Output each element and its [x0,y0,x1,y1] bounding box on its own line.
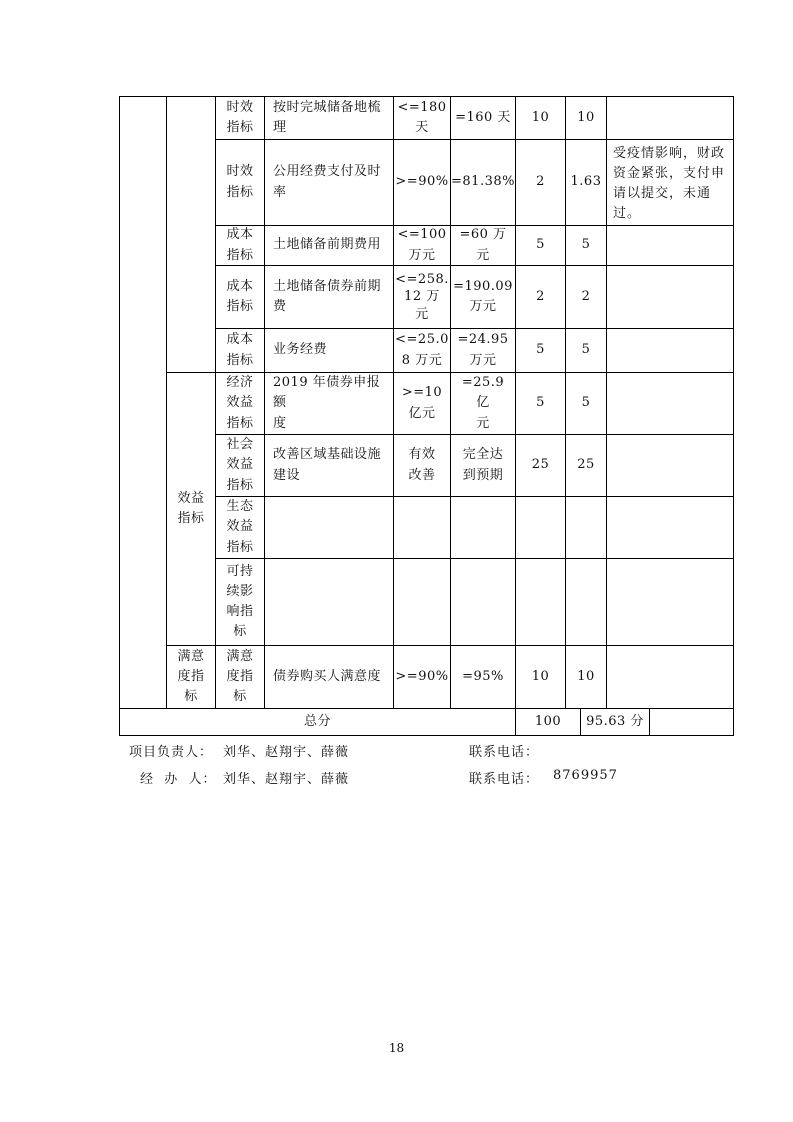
actual-cell: 完全达 到预期 [462,447,504,483]
sub-indicator-cell: 满意 度指 标 [226,648,254,705]
score-cell: 5 [581,237,591,253]
actual-cell: =81.38% [451,174,515,190]
column-divider [119,96,120,736]
sub-indicator-cell: 成本 指标 [226,227,254,263]
note-cell [607,435,733,496]
indicator-name-cell [265,497,393,558]
target-cell: >=90% [395,668,449,684]
column-divider [649,709,650,736]
indicator-name-cell: 按时完城储备地梳 理 [273,99,382,135]
sub-indicator-cell: 经济 效益 指标 [226,375,254,431]
indicator-name-cell: 公用经费支付及时 率 [273,164,382,200]
leader-label: 项目负责人： [129,745,214,760]
indicator-name-cell: 债券购买人满意度 [273,668,382,684]
sub-indicator-cell: 成本 指标 [226,278,254,314]
note-cell [607,226,733,265]
score-cell: 2 [581,288,591,304]
indicator-name-cell: 土地储备债券前期 费 [273,278,382,314]
weight-cell [516,497,565,558]
target-cell: <=180 天 [397,99,447,135]
weight-cell: 2 [536,288,545,304]
weight-cell: 2 [536,174,545,190]
actual-cell: =95% [462,668,504,684]
score-cell: 1.63 [570,174,602,190]
weight-cell: 5 [536,395,545,411]
handler-names: 刘华、赵翔宇、薛薇 [223,772,350,787]
actual-cell: =60 万 元 [459,227,507,263]
note-cell [607,329,733,372]
table-border-right [733,96,734,736]
sub-indicator-cell: 社会 效益 指标 [226,437,254,493]
note-cell [607,266,733,328]
total-label: 总分 [303,713,331,729]
indicator-name-cell: 改善区域基础设施 建设 [273,447,382,483]
actual-cell: =190.09 万元 [453,278,513,314]
group-label-satisfaction: 满意 度指 标 [177,648,205,705]
weight-cell [516,559,565,645]
actual-cell: =25.9 亿 元 [461,375,505,431]
indicator-name-cell: 土地储备前期费用 [273,237,382,253]
score-cell [566,497,606,558]
sub-indicator-cell: 可持 续影 响指 标 [226,563,254,640]
score-cell: 5 [581,395,591,411]
indicator-name-cell: 2019 年债券申报额 度 [273,375,381,431]
table-border-bottom [119,735,734,736]
target-cell [394,497,450,558]
sub-indicator-cell: 时效 指标 [226,99,254,135]
score-cell: 25 [577,457,595,473]
target-cell: <=258. 12 万 元 [395,271,449,322]
note-cell [607,559,733,645]
target-cell: >=10 亿元 [401,385,443,421]
weight-cell: 5 [536,342,545,358]
target-cell: <=25.0 8 万元 [395,332,449,368]
target-cell: 有效 改善 [408,447,436,483]
actual-cell: =24.95 万元 [457,332,509,368]
weight-cell: 10 [531,668,550,684]
phone-label-2: 联系电话： [469,772,540,787]
target-cell: >=90% [395,174,449,190]
actual-cell [451,559,515,645]
weight-cell: 10 [531,109,550,125]
target-cell [394,559,450,645]
weight-cell: 5 [536,237,545,253]
handler-label: 经 办 人： [140,772,217,787]
phone-label: 联系电话： [469,745,540,760]
score-cell: 10 [577,668,595,684]
weight-cell: 25 [531,457,550,473]
leader-names: 刘华、赵翔宇、薛薇 [223,745,350,760]
note-cell: 受疫情影响，财政 资金紧张，支付申 请以提交，未通 过。 [613,146,726,222]
note-cell [607,373,733,434]
page-number: 18 [388,1041,405,1055]
indicator-name-cell [265,559,393,645]
group-label-benefit: 效益 指标 [177,490,205,526]
actual-cell [451,497,515,558]
note-cell [607,497,733,558]
phone-number: 8769957 [553,768,618,783]
total-score: 95.63 分 [586,713,644,729]
sub-indicator-cell: 时效 指标 [226,164,254,200]
target-cell: <=100 万元 [397,227,447,263]
sub-indicator-cell: 生态 效益 指标 [226,499,254,555]
score-cell: 10 [577,109,595,125]
sub-indicator-cell: 成本 指标 [226,332,254,368]
note-cell [607,97,733,139]
note-cell [607,646,733,708]
total-weight: 100 [534,713,562,729]
actual-cell: =160 天 [455,109,511,125]
score-cell [566,559,606,645]
indicator-name-cell: 业务经费 [273,342,328,358]
score-cell: 5 [581,342,591,358]
